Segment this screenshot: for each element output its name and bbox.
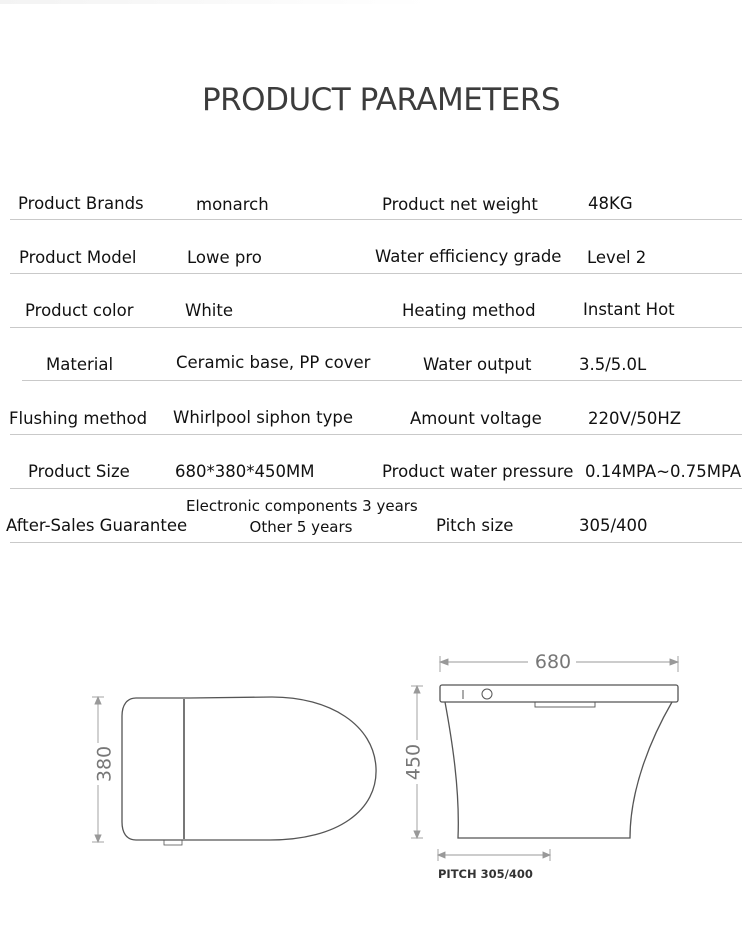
row-divider bbox=[10, 327, 742, 328]
row-value: monarch bbox=[196, 195, 269, 214]
row-value: 0.14MPA~0.75MPA bbox=[585, 462, 742, 481]
row-value-line: Electronic components 3 years bbox=[186, 497, 418, 515]
row-label: Material bbox=[46, 355, 114, 374]
page-title: PRODUCT PARAMETERS bbox=[201, 82, 561, 118]
row-label: Flushing method bbox=[9, 409, 148, 428]
row-label: Heating method bbox=[402, 301, 536, 320]
side-view bbox=[440, 685, 678, 838]
dimension-450-label: 450 bbox=[402, 743, 425, 781]
row-value: Ceramic base, PP cover bbox=[176, 353, 371, 372]
row-value: Lowe pro bbox=[187, 248, 262, 267]
row-value: 3.5/5.0L bbox=[579, 355, 647, 374]
row-label: Product Size bbox=[28, 462, 130, 481]
row-divider bbox=[10, 219, 742, 220]
dimension-drawing bbox=[0, 600, 750, 900]
pitch-label: PITCH 305/400 bbox=[438, 867, 533, 881]
row-label: Pitch size bbox=[436, 516, 514, 535]
row-value: 48KG bbox=[588, 194, 633, 213]
top-view bbox=[122, 697, 376, 845]
row-label: Water efficiency grade bbox=[375, 247, 562, 266]
row-value: Level 2 bbox=[587, 248, 647, 267]
row-value: Whirlpool siphon type bbox=[173, 408, 353, 427]
row-divider bbox=[10, 273, 742, 274]
row-label: After-Sales Guarantee bbox=[6, 516, 188, 535]
row-label: Amount voltage bbox=[410, 409, 542, 428]
row-value bbox=[186, 496, 416, 538]
row-value: 220V/50HZ bbox=[588, 409, 682, 428]
dimension-380-label: 380 bbox=[93, 745, 116, 783]
row-divider bbox=[10, 488, 742, 489]
top-divider bbox=[0, 0, 430, 4]
row-value: 305/400 bbox=[579, 516, 648, 535]
dimension-pitch bbox=[438, 849, 550, 861]
row-label: Product water pressure bbox=[382, 462, 574, 481]
row-divider bbox=[10, 542, 742, 543]
row-value: 680*380*450MM bbox=[175, 462, 315, 481]
row-label: Product net weight bbox=[382, 195, 538, 214]
row-value: White bbox=[185, 301, 233, 320]
row-label: Product Brands bbox=[18, 194, 144, 213]
dimension-680-label: 680 bbox=[534, 651, 572, 673]
row-value-line: Other 5 years bbox=[249, 518, 353, 536]
row-divider bbox=[10, 434, 742, 435]
row-label: Water output bbox=[423, 355, 532, 374]
row-value: Instant Hot bbox=[583, 300, 675, 319]
row-label: Product color bbox=[25, 301, 134, 320]
row-label: Product Model bbox=[19, 248, 137, 267]
row-divider bbox=[22, 380, 742, 381]
